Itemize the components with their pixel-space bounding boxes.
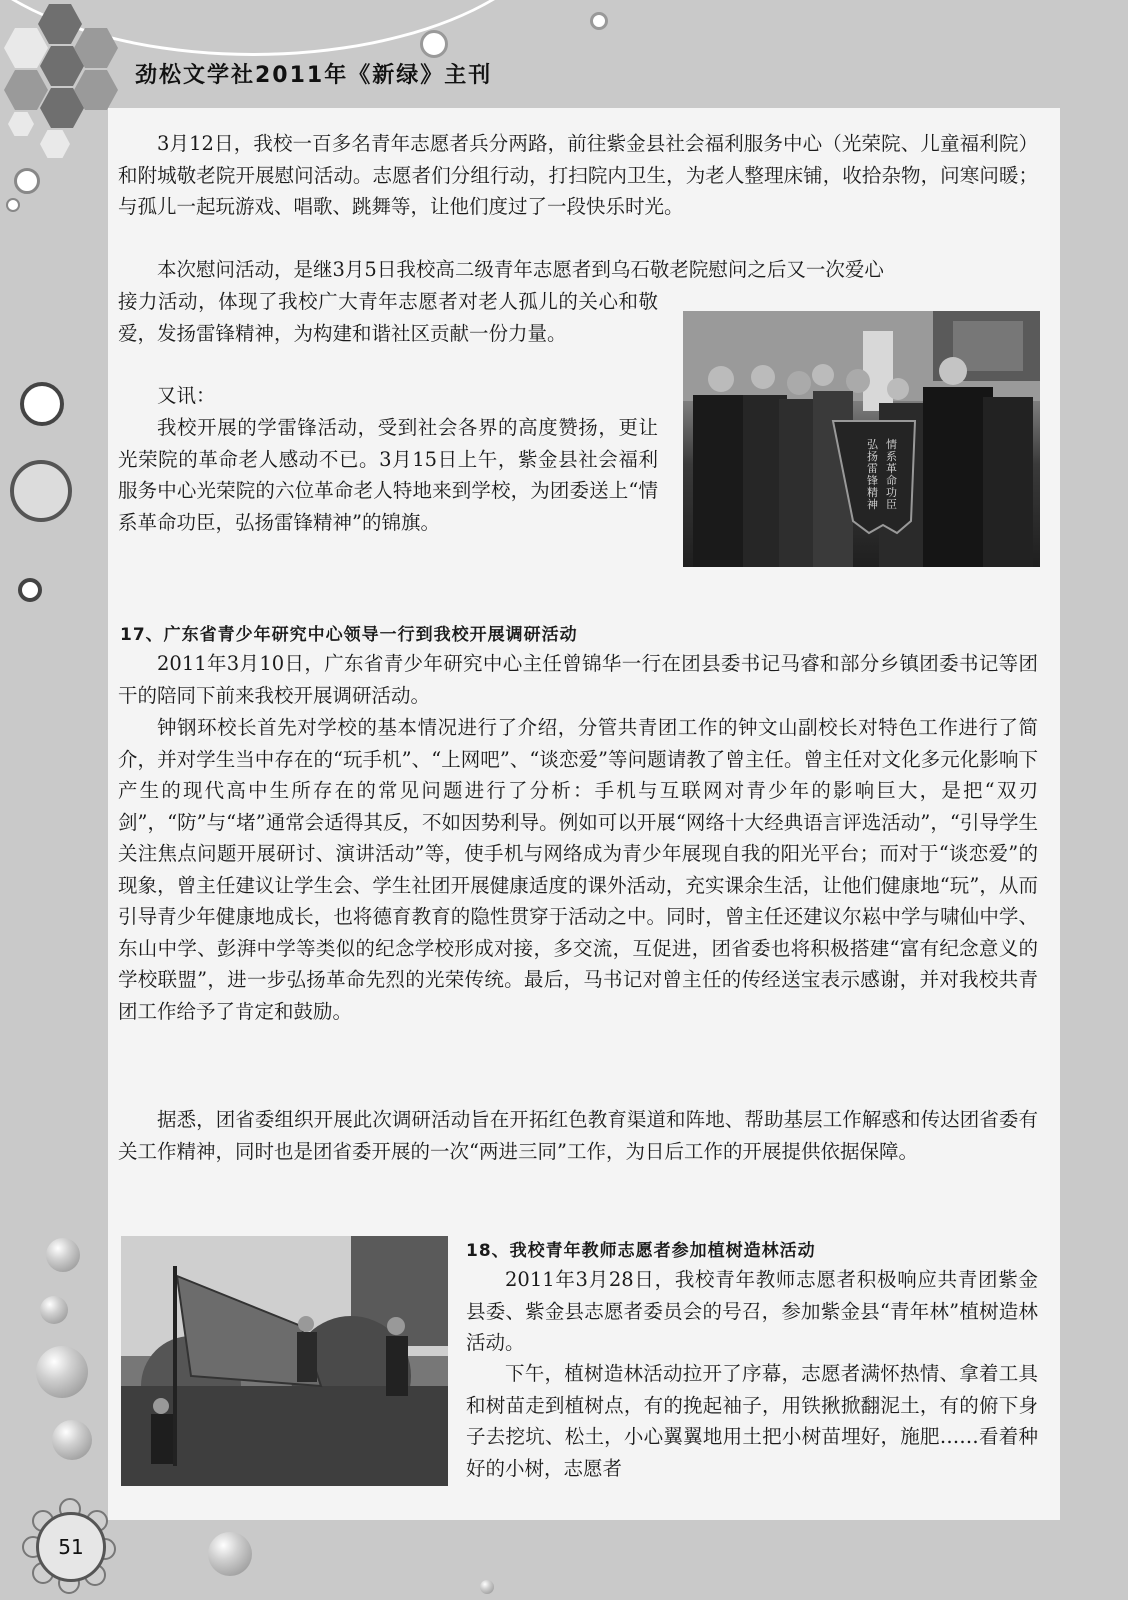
sphere-decoration	[36, 1346, 88, 1398]
hexagon-decoration	[4, 70, 48, 110]
circle-decoration	[18, 578, 42, 602]
hexagon-decoration	[4, 28, 48, 68]
sphere-decoration	[480, 1580, 494, 1594]
sphere-decoration	[46, 1238, 80, 1272]
circle-decoration	[20, 382, 64, 426]
section-heading: 18、我校青年教师志愿者参加植树造林活动	[466, 1241, 816, 1261]
photo-banner-presentation	[683, 311, 1040, 567]
sphere-decoration	[40, 1296, 68, 1324]
sphere-decoration	[52, 1420, 92, 1460]
paragraph: 接力活动，体现了我校广大青年志愿者对老人孤儿的关心和敬爱，发扬雷锋精神，为构建和谐社区贡献一份力量。	[118, 290, 658, 345]
photo-illustration	[121, 1236, 448, 1486]
paragraph: 我校开展的学雷锋活动，受到社会各界的高度赞扬，更让光荣院的革命老人感动不已。3月15日上午，紫金县社会福利服务中心光荣院的六位革命老人特地来到学校，为团委送上“情系革命功臣，弘扬雷锋精神”的锦旗。	[118, 416, 658, 534]
photo-illustration	[683, 311, 1040, 567]
section-heading: 17、广东省青少年研究中心领导一行到我校开展调研活动	[120, 625, 578, 645]
paragraph: 据悉，团省委组织开展此次调研活动旨在开拓红色教育渠道和阵地、帮助基层工作解惑和传达团省委有关工作精神，同时也是团省委开展的一次“两进三同”工作，为日后工作的开展提供依据保障。	[118, 1108, 1038, 1163]
paragraph: 下午，植树造林活动拉开了序幕，志愿者满怀热情、拿着工具和树苗走到植树点，有的挽起袖子，用铁揪掀翻泥土，有的俯下身子去挖坑、松土，小心翼翼地用土把小树苗埋好，施肥……看着种好的小树，志愿者	[466, 1362, 1038, 1480]
photo-tree-planting	[121, 1236, 448, 1486]
circle-decoration	[6, 198, 20, 212]
paragraph: 2011年3月28日，我校青年教师志愿者积极响应共青团紫金县委、紫金县志愿者委员会的号召，参加紫金县“青年林”植树造林活动。	[466, 1268, 1038, 1354]
paragraph: 钟钢环校长首先对学校的基本情况进行了介绍，分管共青团工作的钟文山副校长对特色工作进行了简介，并对学生当中存在的“玩手机”、“上网吧”、“谈恋爱”等问题请教了曾主任。曾主任对文化多元化影响下产生的现代高中生所存在的常见问题进行了分析：手机与互联网对青少年的影响巨大，是把“双刃剑”，“防”与“堵”通常会适得其反，不如因势利导。例如可以开展“网络十大经典语言评选活动”，“引导学生关注焦点问题开展研讨、演讲活动”等，使手机与网络成为青少年展现自我的阳光平台；而对于“谈恋爱”的现象，曾主任建议让学生会、学生社团开展健康适度的课外活动，充实课余生活，让他们健康地“玩”，从而引导青少年健康地成长，也将德育教育的隐性贯穿于活动之中。同时，曾主任还建议尔崧中学与啸仙中学、东山中学、彭湃中学等类似的纪念学校形成对接，多交流，互促进，团省委也将积极搭建“富有纪念意义的学校联盟”，进一步弘扬革命先烈的光荣传统。最后，马书记对曾主任的传经送宝表示感谢，并对我校共青团工作给予了肯定和鼓励。	[118, 716, 1038, 1023]
paragraph: 又讯：	[157, 384, 216, 407]
paragraph: 2011年3月10日，广东省青少年研究中心主任曾锦华一行在团县委书记马睿和部分乡镇团委书记等团干的陪同下前来我校开展调研活动。	[118, 652, 1038, 707]
sphere-decoration	[208, 1532, 252, 1576]
magazine-header: 劲松文学社2011年《新绿》主刊	[135, 63, 493, 88]
page-number: 51	[36, 1512, 106, 1582]
page-number-badge	[22, 1498, 114, 1590]
circle-decoration	[10, 460, 72, 522]
banner-text-left: 弘扬雷锋精神	[867, 438, 878, 511]
banner-text-right: 情系革命功臣	[886, 438, 897, 511]
paragraph: 本次慰问活动，是继3月5日我校高二级青年志愿者到乌石敬老院慰问之后又一次爱心	[157, 258, 884, 281]
hexagon-decoration	[40, 130, 70, 158]
circle-decoration	[420, 30, 448, 58]
paragraph: 3月12日，我校一百多名青年志愿者兵分两路，前往紫金县社会福利服务中心（光荣院、儿童福利院）和附城敬老院开展慰问活动。志愿者们分组行动，打扫院内卫生，为老人整理床铺，收拾杂物，问寒问暖；与孤儿一起玩游戏、唱歌、跳舞等，让他们度过了一段快乐时光。	[118, 132, 1038, 218]
circle-decoration	[590, 12, 608, 30]
hexagon-decoration	[8, 112, 34, 136]
circle-decoration	[14, 168, 40, 194]
